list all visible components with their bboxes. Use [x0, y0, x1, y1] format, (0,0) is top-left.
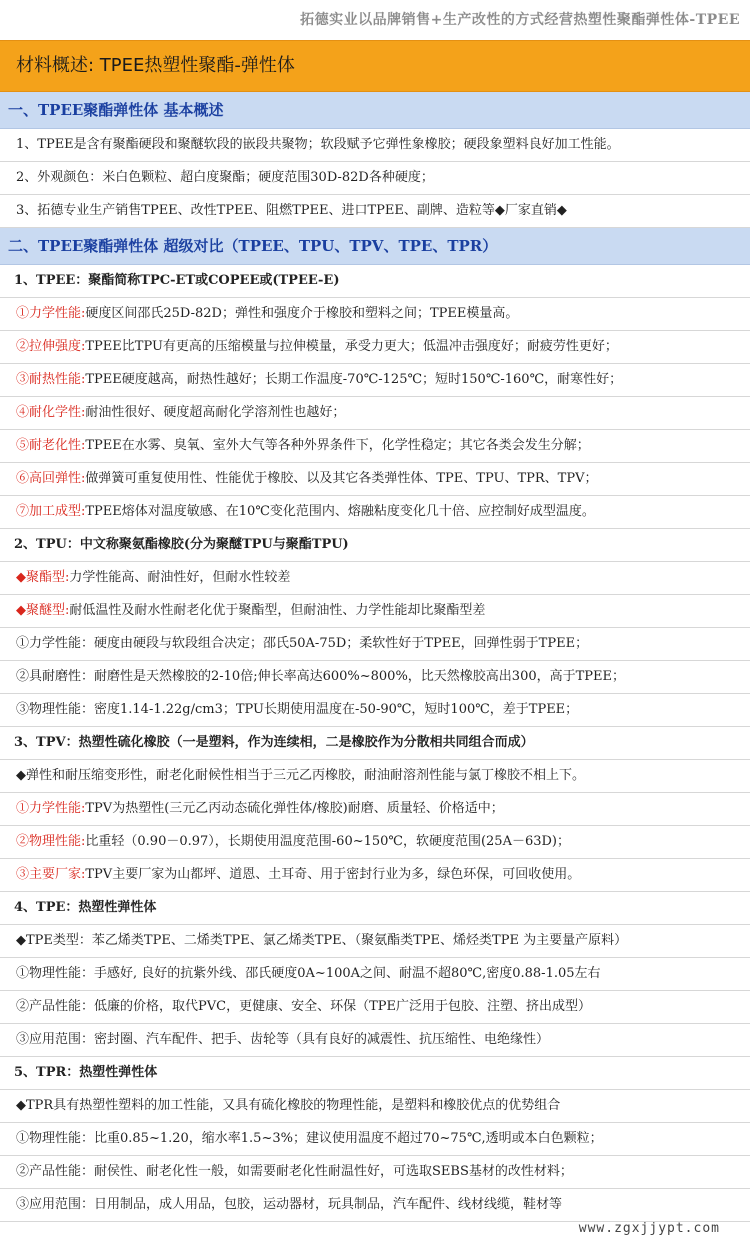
- overview-row-1: 1、TPEE是含有聚酯硬段和聚醚软段的嵌段共聚物；软段赋予它弹性象橡胶；硬段象塑料良好加工性能。: [0, 129, 750, 162]
- tpe-item: ①物理性能：手感好, 良好的抗紫外线、邵氏硬度0A~100A之间、耐温不超80℃,密度0.88-1.05左右: [0, 958, 750, 991]
- tpu-item: ①力学性能：硬度由硬段与软段组合决定；邵氏50A-75D；柔软性好于TPEE，回弹性弱于TPEE；: [0, 628, 750, 661]
- tpee-subheading: 1、TPEE：聚酯简称TPC-ET或COPEE或(TPEE-E): [0, 265, 750, 298]
- tpu-item-text: 力学性能高、耐油性好，但耐水性较差: [69, 570, 291, 585]
- tpee-item-text: 做弹簧可重复使用性、性能优于橡胶、以及其它各类弹性体、TPE、TPU、TPR、TPV；: [85, 471, 598, 486]
- tpu-item: [0, 595, 750, 628]
- tpr-subheading: 5、TPR：热塑性弹性体: [0, 1057, 750, 1090]
- tpee-item: [0, 496, 750, 529]
- tpv-item-text: 比重轻（0.90－0.97），长期使用温度范围-60~150℃，软硬度范围(25A－63D)；: [85, 834, 571, 849]
- overview-row-2: 2、外观颜色：米白色颗粒、超白度聚酯；硬度范围30D-82D各种硬度；: [0, 162, 750, 195]
- tpee-item-label: ⑦加工成型:: [16, 504, 86, 519]
- tpv-item-text: TPV主要厂家为山都坪、道恩、土耳奇、用于密封行业为多，绿色环保，可回收使用。: [85, 867, 581, 882]
- tpee-item-label: ③耐热性能:: [16, 372, 86, 387]
- tpee-item: [0, 364, 750, 397]
- tpee-item: [0, 331, 750, 364]
- tpee-item-text: 耐油性很好、硬度超高耐化学溶剂性也越好；: [85, 405, 346, 420]
- page-tagline: 拓德实业以品牌销售+生产改性的方式经营热塑性聚酯弹性体-TPEE: [300, 12, 740, 28]
- tpv-subheading: 3、TPV：热塑性硫化橡胶（一是塑料，作为连续相，二是橡胶作为分散相共同组合而成）: [0, 727, 750, 760]
- tpu-item-label: 聚酯型:: [26, 570, 70, 585]
- tpee-item-label: ⑤耐老化性:: [16, 438, 86, 453]
- tpee-item: [0, 298, 750, 331]
- tpe-item: ◆TPE类型：苯乙烯类TPE、二烯类TPE、氯乙烯类TPE、（聚氨酯类TPE、烯烃类TPE 为主要量产原料）: [0, 925, 750, 958]
- diamond-icon: ◆: [16, 603, 26, 618]
- tpu-item: [0, 562, 750, 595]
- tpee-item-text: TPEE在水雾、臭氧、室外大气等各种外界条件下，化学性稳定；其它各类会发生分解；: [85, 438, 590, 453]
- tpr-item: ③应用范围：日用制品，成人用品，包胶，运动器材，玩具制品，汽车配件、线材线缆，鞋材等: [0, 1189, 750, 1222]
- tpu-item: ③物理性能：密度1.14-1.22g/cm3；TPU长期使用温度在-50-90℃，短时100℃，差于TPEE；: [0, 694, 750, 727]
- tpr-item: ◆TPR具有热塑性塑料的加工性能，又具有硫化橡胶的物理性能，是塑料和橡胶优点的优势组合: [0, 1090, 750, 1123]
- tpu-item-label: 聚醚型:: [26, 603, 70, 618]
- tpu-item-text: 耐低温性及耐水性耐老化优于聚酯型，但耐油性、力学性能却比聚酯型差: [69, 603, 486, 618]
- tpe-item: ②产品性能：低廉的价格，取代PVC，更健康、安全、环保（TPE广泛用于包胶、注塑、挤出成型）: [0, 991, 750, 1024]
- tpv-item-text: TPV为热塑性(三元乙丙动态硫化弹性体/橡胶)耐磨、质量轻、价格适中；: [85, 801, 504, 816]
- tpe-item: ③应用范围：密封圈、汽车配件、把手、齿轮等（具有良好的减震性、抗压缩性、电绝缘性）: [0, 1024, 750, 1057]
- tpu-item: ②具耐磨性：耐磨性是天然橡胶的2-10倍;伸长率高达600%~800%，比天然橡胶高出300，高于TPEE；: [0, 661, 750, 694]
- tpee-item: [0, 430, 750, 463]
- material-overview-banner: 材料概述: TPEE热塑性聚酯-弹性体: [0, 40, 750, 92]
- site-watermark: www.zgxjjypt.com: [578, 1221, 720, 1236]
- tpv-item: ◆弹性和耐压缩变形性，耐老化耐候性相当于三元乙丙橡胶，耐油耐溶剂性能与氯丁橡胶不相上下。: [0, 760, 750, 793]
- tpr-item: ①物理性能：比重0.85~1.20，缩水率1.5~3%；建议使用温度不超过70~75℃,透明或本白色颗粒；: [0, 1123, 750, 1156]
- tpv-item: [0, 793, 750, 826]
- tpee-item-label: ④耐化学性:: [16, 405, 86, 420]
- tpv-item-label: ①力学性能:: [16, 801, 86, 816]
- tpee-item-text: 硬度区间邵氏25D-82D；弹性和强度介于橡胶和塑料之间；TPEE模量高。: [85, 306, 519, 321]
- tpr-item: ②产品性能：耐侯性、耐老化性一般，如需要耐老化性耐温性好，可选取SEBS基材的改性材料；: [0, 1156, 750, 1189]
- tpee-item-label: ①力学性能:: [16, 306, 86, 321]
- tpv-item: [0, 859, 750, 892]
- tpee-item-text: TPEE比TPU有更高的压缩模量与拉伸模量，承受力更大；低温冲击强度好；耐疲劳性更好；: [85, 339, 618, 354]
- overview-row-3: 3、拓德专业生产销售TPEE、改性TPEE、阻燃TPEE、进口TPEE、副牌、造粒等◆厂家直销◆: [0, 195, 750, 228]
- tpe-subheading: 4、TPE：热塑性弹性体: [0, 892, 750, 925]
- tpu-subheading: 2、TPU：中文称聚氨酯橡胶(分为聚醚TPU与聚酯TPU): [0, 529, 750, 562]
- diamond-icon: ◆: [16, 570, 26, 585]
- tpee-item: [0, 397, 750, 430]
- section-basic-overview-title: 一、TPEE聚酯弹性体 基本概述: [0, 92, 750, 129]
- tpee-item-label: ②拉伸强度:: [16, 339, 86, 354]
- tpv-item: [0, 826, 750, 859]
- tpee-item: [0, 463, 750, 496]
- tpv-item-label: ③主要厂家:: [16, 867, 86, 882]
- section-comparison-title: 二、TPEE聚酯弹性体 超级对比（TPEE、TPU、TPV、TPE、TPR）: [0, 228, 750, 265]
- tpee-item-text: TPEE硬度越高，耐热性越好；长期工作温度-70℃-125℃；短时150℃-160℃，耐寒性好；: [85, 372, 623, 387]
- tpv-item-label: ②物理性能:: [16, 834, 86, 849]
- tpee-item-text: TPEE熔体对温度敏感、在10℃变化范围内、熔融粘度变化几十倍、应控制好成型温度。: [85, 504, 595, 519]
- tpee-item-label: ⑥高回弹性:: [16, 471, 86, 486]
